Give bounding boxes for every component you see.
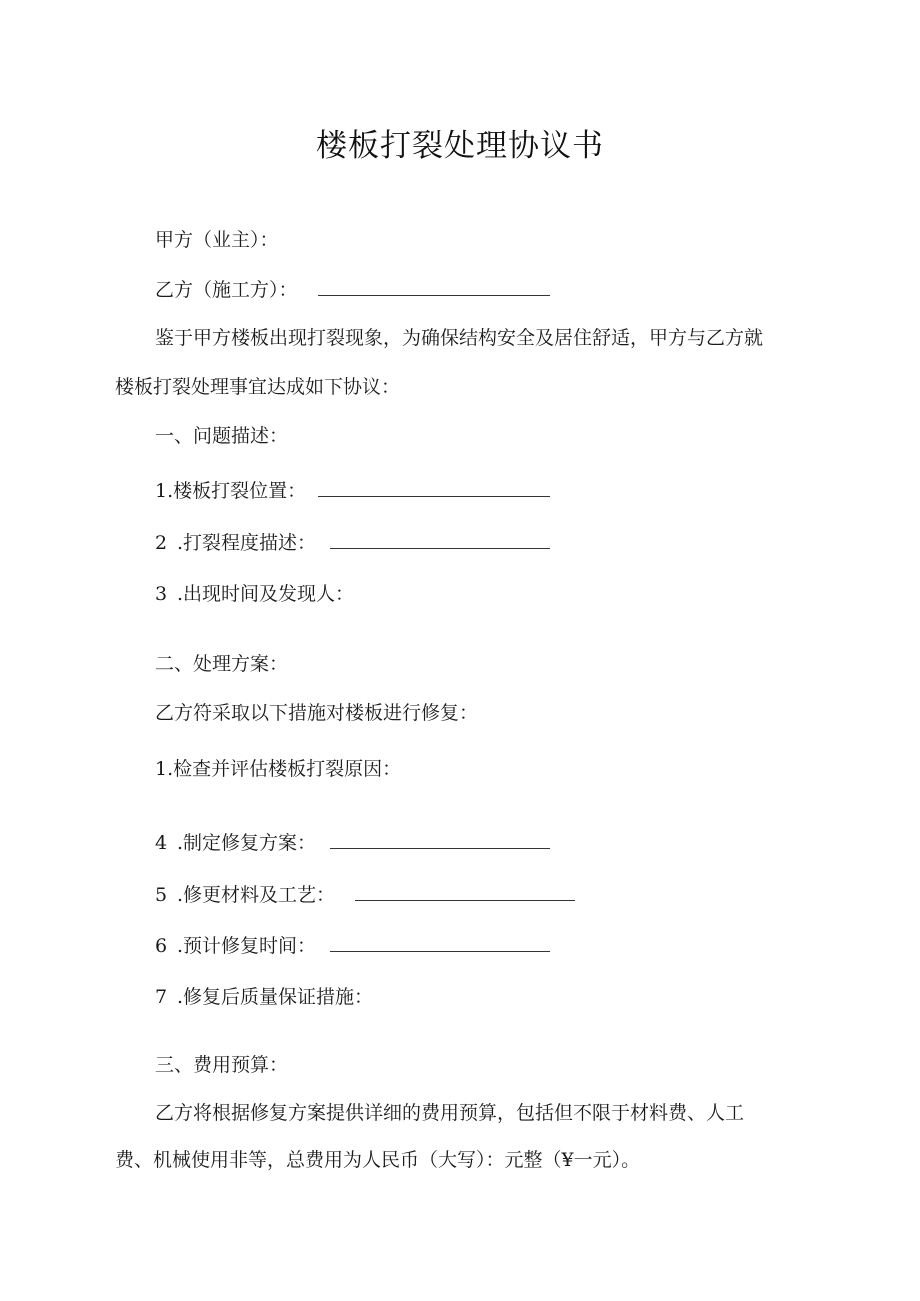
item-number: 3 [155, 583, 168, 605]
plan-item-1: 1.检查并评估楼板打裂原因： [155, 758, 402, 780]
section-1-heading: 一、问题描述： [155, 425, 289, 447]
problem-item-3 [155, 582, 354, 606]
section-2-lead: 乙方符采取以下措施对楼板进行修复： [155, 702, 479, 724]
materials-blank-line[interactable] [355, 900, 575, 901]
budget-line-2: 费、机械使用非等，总费用为人民币（大写）：元整（¥一元）。 [115, 1149, 641, 1171]
item-number: 2 [155, 532, 168, 554]
item-text: .修复后质量保证措施： [177, 986, 374, 1008]
item-number: 5 [155, 884, 168, 906]
problem-item-1: 1.楼板打裂位置： [155, 480, 307, 502]
party-b-label: 乙方（施工方）： [155, 279, 298, 301]
item-number: 6 [155, 935, 168, 957]
plan-item-5 [155, 883, 335, 907]
plan-item-6 [155, 934, 316, 958]
plan-item-7 [155, 985, 373, 1009]
document-title: 楼板打裂处理协议书 [316, 128, 604, 164]
item-text: .修更材料及工艺： [177, 884, 336, 906]
party-b-blank-line[interactable] [318, 295, 550, 296]
crack-degree-blank-line[interactable] [330, 548, 550, 549]
item-text: .打裂程度描述： [177, 532, 317, 554]
item-number: 4 [155, 832, 168, 854]
item-text: .制定修复方案： [177, 832, 317, 854]
problem-item-2 [155, 531, 316, 555]
plan-item-4 [155, 831, 316, 855]
intro-line-1: 鉴于甲方楼板出现打裂现象，为确保结构安全及居住舒适，甲方与乙方就 [155, 327, 764, 349]
repair-time-blank-line[interactable] [330, 951, 550, 952]
crack-location-blank-line[interactable] [318, 496, 550, 497]
intro-line-2: 楼板打裂处理事宜达成如下协议： [115, 376, 401, 398]
section-3-heading: 三、费用预算： [155, 1054, 289, 1076]
item-number: 7 [155, 986, 168, 1008]
party-a-label: 甲方（业主）： [155, 229, 279, 251]
item-text: .出现时间及发现人： [177, 583, 355, 605]
budget-line-1: 乙方将根据修复方案提供详细的费用预算，包括但不限于材料费、人工 [155, 1102, 745, 1124]
repair-plan-blank-line[interactable] [330, 848, 550, 849]
item-text: .预计修复时间： [177, 935, 317, 957]
section-2-heading: 二、处理方案： [155, 653, 289, 675]
